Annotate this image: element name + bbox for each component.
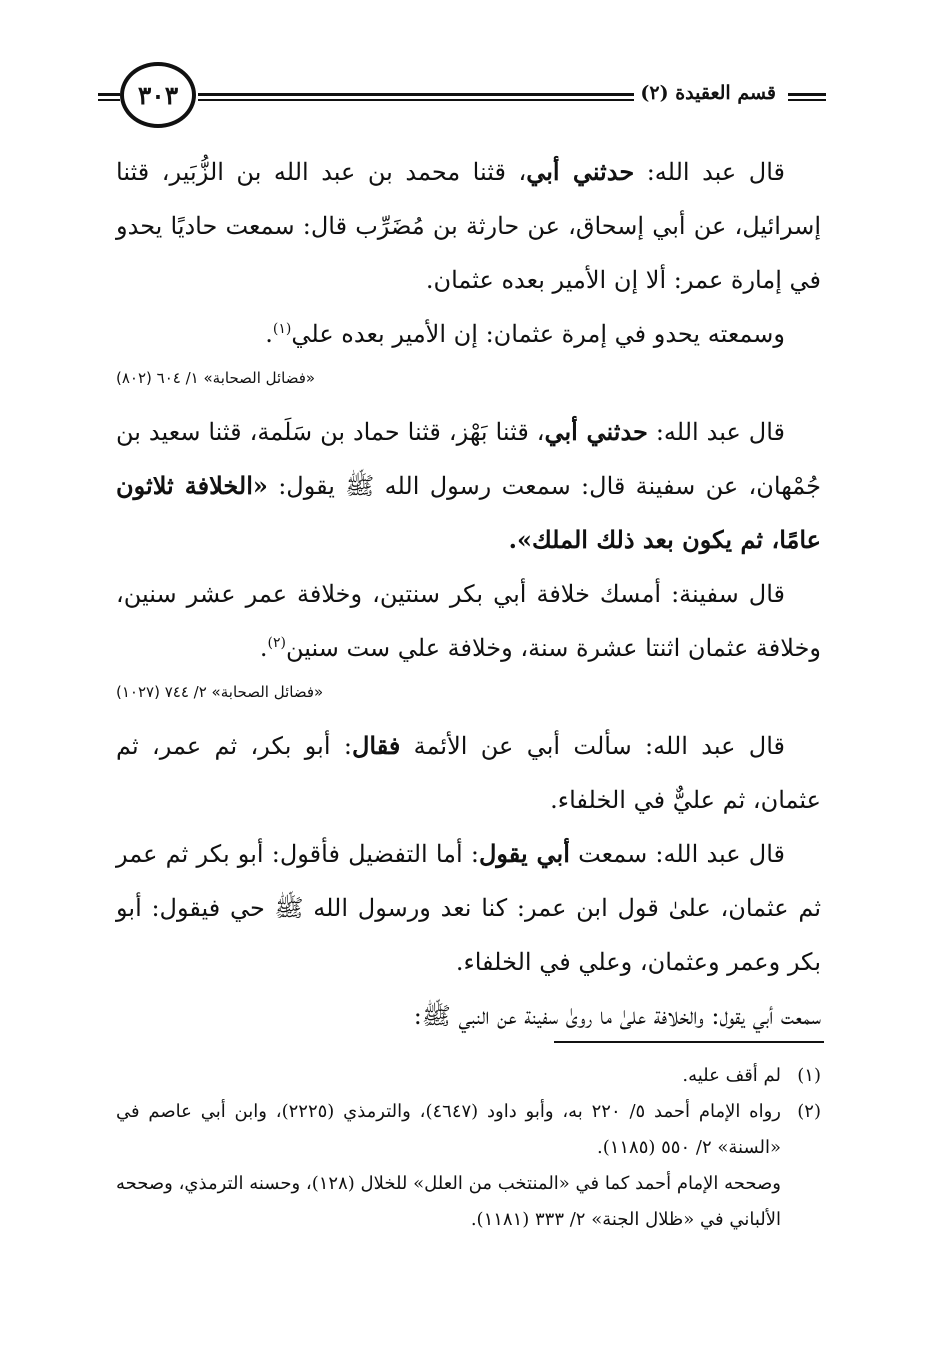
paragraph: [116, 307, 821, 361]
header-rule: [98, 99, 120, 101]
footnote-number: (٢): [797, 1101, 821, 1122]
text-span: قال عبد الله: سمعت: [569, 840, 785, 868]
page-header: [98, 60, 826, 134]
paragraph: [116, 989, 821, 1043]
footnote-divider: [554, 1041, 824, 1043]
text-span: قال عبد الله:: [647, 418, 785, 446]
footnote-text: لم أقف عليه.: [682, 1065, 781, 1086]
hadith-quote: «الخلافة ثلاثون عامًا، ثم يكون بعد ذلك الملك».: [116, 471, 821, 554]
footnote-continuation: [116, 1166, 821, 1238]
paragraph: [116, 567, 821, 675]
text-span: : أبو بكر، ثم عمر، ثم عثمان، ثم عليٌّ في الخلفاء.: [116, 732, 821, 814]
bold-phrase: أبي يقول: [478, 839, 570, 868]
header-rule: [198, 99, 638, 101]
paragraph: [116, 405, 821, 567]
text-span: سمعت أبي يقول: والخلافة علىٰ ما روىٰ سفينة عن النبي ﷺ:: [413, 1002, 821, 1030]
footnote-number: (١): [797, 1065, 821, 1086]
source-citation: «فضائل الصحابة» ١/ ٦٠٤ (٨٠٢): [116, 369, 316, 387]
footnote-ref[interactable]: (٢): [267, 635, 286, 651]
source-citation: «فضائل الصحابة» ٢/ ٧٤٤ (١٠٢٧): [116, 683, 324, 701]
bold-phrase: فقال: [351, 731, 401, 760]
header-rule: [788, 99, 826, 101]
text-span: قال عبد الله:: [634, 158, 785, 186]
header-rule: [198, 93, 638, 96]
paragraph: [116, 827, 821, 989]
text-span: .: [259, 634, 268, 662]
footnote-ref[interactable]: (١): [272, 321, 292, 337]
text-span: : أما التفضيل فأقول: أبو بكر ثم عمر ثم عثمان، علىٰ قول ابن عمر: كنا نعد ورسول الله ﷺ حي فيقول: أبو بكر وعمر وعثمان، وعلي في الخلفاء.: [116, 840, 821, 976]
footnote-number: [781, 1166, 821, 1238]
section-title: قسم العقيدة (٢): [634, 82, 782, 104]
footnote-text: وصححه الإمام أحمد كما في «المنتخب من العلل» للخلال (١٢٨)، وحسنه الترمذي، وصححه الألباني في «ظلال الجنة» ٢/ ٣٣٣ (١١٨١).: [116, 1173, 781, 1230]
footnote: [116, 1094, 821, 1166]
bold-phrase: حدثني أبي: [526, 157, 635, 186]
header-rule: [788, 93, 826, 96]
page-number: ٣٠٣: [120, 62, 196, 128]
text-span: وسمعته يحدو في إمرة عثمان: إن الأمير بعده علي: [291, 320, 785, 348]
text-span: ، قثنا محمد بن عبد الله بن الزُّبَير، قثنا إسرائيل، عن أبي إسحاق، عن حارثة بن مُضَرِّب قال: سمعت حاديًا يحدو في إمارة عمر: ألا إن الأمير بعده عثمان.: [116, 158, 821, 294]
text-span: ، قثنا بَهْز، قثنا حماد بن سَلَمة، قثنا سعيد بن جُمْهان، عن سفينة قال: سمعت رسول الله ﷺ يقول:: [116, 418, 821, 500]
footnote-text: رواه الإمام أحمد ٥/ ٢٢٠ به، وأبو داود (٤٦٤٧)، والترمذي (٢٢٢٥)، وابن أبي عاصم في «السنة» ٢/ ٥٥٠ (١١٨٥).: [116, 1101, 781, 1158]
text-span: قال عبد الله: سألت أبي عن الأئمة: [400, 732, 785, 760]
header-rule: [98, 93, 120, 96]
text-span: .: [265, 320, 273, 348]
footnotes: [116, 1058, 821, 1238]
main-text: [116, 145, 821, 1043]
paragraph: [116, 145, 821, 307]
paragraph: [116, 719, 821, 827]
text-span: قال سفينة: أمسك خلافة أبي بكر سنتين، وخلافة عمر عشر سنين، وخلافة عثمان اثنتا عشرة سنة، وخلافة علي ست سنين: [116, 580, 821, 662]
footnote: [116, 1058, 821, 1094]
bold-phrase: حدثني أبي: [544, 417, 648, 446]
